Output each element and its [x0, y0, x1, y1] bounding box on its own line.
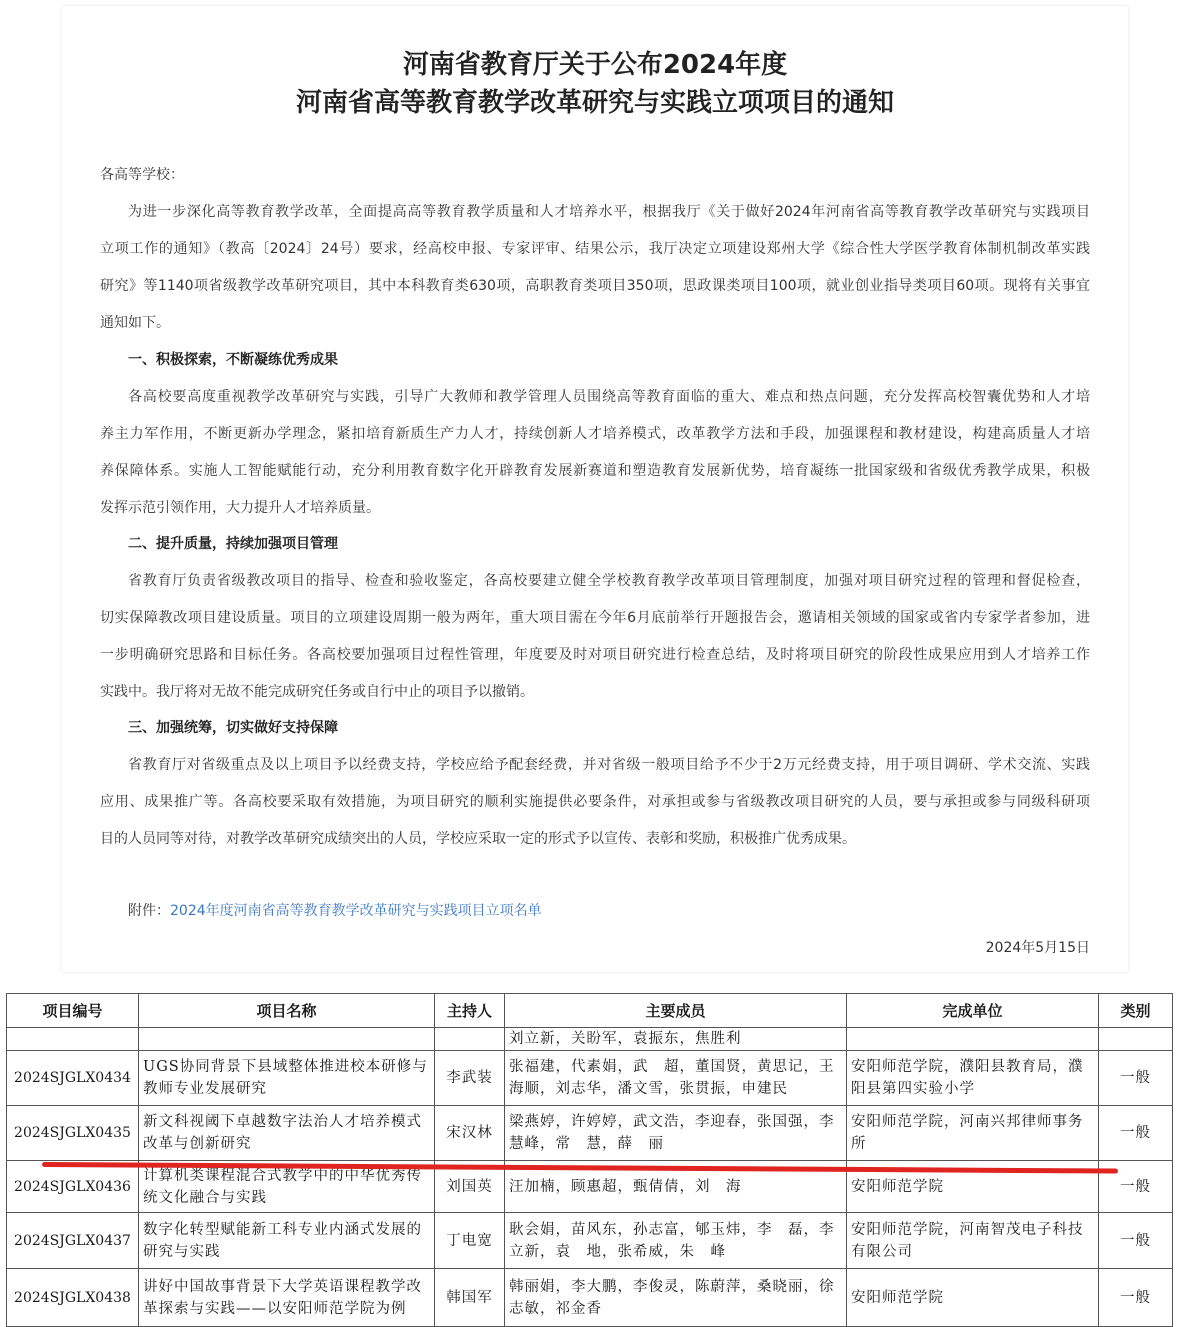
cell-type: [1099, 1028, 1173, 1051]
paragraph-line: 养主力军作用，不断更新办学理念，紧扣培育新质生产力人才，持续创新人才培养模式，改革教学方法和手段，加强课程和教材建设，构建高质量人才培: [100, 426, 1090, 442]
cell-code: [7, 1028, 139, 1051]
cell-type: 一般: [1099, 1213, 1173, 1269]
cell-unit: 安阳师范学院，河南智茂电子科技有限公司: [847, 1213, 1099, 1269]
cell-code: 2024SJGLX0434: [7, 1051, 139, 1106]
col-header-name: 项目名称: [139, 994, 435, 1028]
col-header-code: 项目编号: [7, 994, 139, 1028]
cell-members: 汪加楠，顾惠超，甄倩倩，刘 海: [505, 1161, 847, 1213]
cell-type: 一般: [1099, 1106, 1173, 1161]
col-header-unit: 完成单位: [847, 994, 1099, 1028]
section-heading-3: 三、加强统筹，切实做好支持保障: [128, 720, 338, 736]
table-row: [7, 1213, 1173, 1269]
paragraph-line: 研究》等1140项省级教学改革研究项目，其中本科教育类630项，高职教育类项目350项，思政课类项目100项，就业创业指导类项目60项。现将有关事宜: [100, 278, 1090, 294]
cell-code: 2024SJGLX0438: [7, 1269, 139, 1327]
table-row: [7, 1051, 1173, 1106]
table-header-row: [7, 994, 1173, 1028]
cell-leader: 韩国军: [435, 1269, 505, 1327]
cell-leader: 宋汉林: [435, 1106, 505, 1161]
project-list-table: [6, 993, 1173, 1327]
paragraph-line: 为进一步深化高等教育教学改革，全面提高高等教育教学质量和人才培养水平，根据我厅《关于做好2024年河南省高等教育教学改革研究与实践项目: [128, 204, 1090, 220]
paragraph-line: 养保障体系。实施人工智能赋能行动，充分利用教育数字化开辟教育发展新赛道和塑造教育发展新优势，培育凝练一批国家级和省级优秀教学成果，积极: [100, 463, 1090, 479]
notice-date: 2024年5月15日: [985, 940, 1090, 956]
cell-members: [505, 1028, 847, 1051]
salutation: 各高等学校：: [100, 167, 184, 183]
cell-name: [139, 1028, 435, 1051]
cell-unit: 安阳师范学院，河南兴邦律师事务所: [847, 1106, 1099, 1161]
notice-title-line2: 河南省高等教育教学改革研究与实践立项项目的通知: [295, 88, 894, 118]
col-header-type: 类别: [1099, 994, 1173, 1028]
cell-name: UGS协同背景下县域整体推进校本研修与教师专业发展研究: [139, 1051, 435, 1106]
paragraph-line: 发挥示范引领作用，大力提升人才培养质量。: [100, 500, 380, 516]
cell-code: 2024SJGLX0437: [7, 1213, 139, 1269]
cell-code: 2024SJGLX0435: [7, 1106, 139, 1161]
section-heading-2: 二、提升质量，持续加强项目管理: [128, 536, 338, 552]
cell-members: 张福建，代素娟，武 超，董国贤，黄思记，王海顺，刘志华，潘文雪，张贯振，申建民: [505, 1051, 847, 1106]
cell-members: 耿会娟，苗风东，孙志富，郇玉炜，李 磊，李立新，袁 地，张希威，朱 峰: [505, 1213, 847, 1269]
attachment: [128, 900, 542, 920]
cell-unit: 安阳师范学院，濮阳县教育局，濮阳县第四实验小学: [847, 1051, 1099, 1106]
paragraph-line: 目的人员同等对待，对教学改革研究成绩突出的人员，学校应采取一定的形式予以宣传、表彰和奖励，积极推广优秀成果。: [100, 831, 856, 847]
members-text: 刘立新，关盼军，袁振东，焦胜利: [509, 1031, 742, 1047]
cell-unit: 安阳师范学院: [847, 1269, 1099, 1327]
table-row: [7, 1269, 1173, 1327]
paragraph-line: 实践中。我厅将对无故不能完成研究任务或自行中止的项目予以撤销。: [100, 684, 534, 700]
section-heading-1: 一、积极探索，不断凝练优秀成果: [128, 352, 338, 368]
cell-leader: 李武装: [435, 1051, 505, 1106]
cell-name: 计算机类课程混合式教学中的中华优秀传统文化融合与实践: [139, 1161, 435, 1213]
paragraph-line: 省教育厅负责省级教改项目的指导、检查和验收鉴定，各高校要建立健全学校教育教学改革项目管理制度，加强对项目研究过程的管理和督促检查，: [128, 573, 1090, 589]
cell-code: 2024SJGLX0436: [7, 1161, 139, 1213]
cell-type: 一般: [1099, 1269, 1173, 1327]
paragraph-line: 应用、成果推广等。各高校要采取有效措施，为项目研究的顺利实施提供必要条件，对承担或参与省级教改项目研究的人员，要与承担或参与同级科研项: [100, 794, 1090, 810]
table-row: [7, 1106, 1173, 1161]
cell-name: 讲好中国故事背景下大学英语课程教学改革探索与实践——以安阳师范学院为例: [139, 1269, 435, 1327]
cell-unit: 安阳师范学院: [847, 1161, 1099, 1213]
cell-leader: 丁电宽: [435, 1213, 505, 1269]
cell-unit: [847, 1028, 1099, 1051]
paragraph-line: 一步明确研究思路和目标任务。各高校要加强项目过程性管理，年度要及时对项目研究进行检查总结，及时将项目研究的阶段性成果应用到人才培养工作: [100, 647, 1090, 663]
col-header-leader: 主持人: [435, 994, 505, 1028]
col-header-members: 主要成员: [505, 994, 847, 1028]
paragraph-line: 通知如下。: [100, 315, 170, 331]
cell-name: 数字化转型赋能新工科专业内涵式发展的研究与实践: [139, 1213, 435, 1269]
cell-type: 一般: [1099, 1161, 1173, 1213]
paragraph-line: 切实保障教改项目建设质量。项目的立项建设周期一般为两年，重大项目需在今年6月底前举行开题报告会，邀请相关领域的国家或省内专家学者参加，进: [100, 610, 1090, 626]
cell-members: 梁燕婷，许婷婷，武文浩，李迎春，张国强，李慧峰，常 慧，薛 丽: [505, 1106, 847, 1161]
table-row: [7, 1028, 1173, 1051]
attachment-label: 附件：: [128, 903, 170, 919]
cell-name: 新文科视阈下卓越数字法治人才培养模式改革与创新研究: [139, 1106, 435, 1161]
cell-type: 一般: [1099, 1051, 1173, 1106]
attachment-link[interactable]: 2024年度河南省高等教育教学改革研究与实践项目立项名单: [170, 903, 542, 919]
cell-leader: 刘国英: [435, 1161, 505, 1213]
cell-leader: [435, 1028, 505, 1051]
paragraph-line: 省教育厅对省级重点及以上项目予以经费支持，学校应给予配套经费，并对省级一般项目给予不少于2万元经费支持，用于项目调研、学术交流、实践: [128, 757, 1090, 773]
paragraph-line: 各高校要高度重视教学改革研究与实践，引导广大教师和教学管理人员围绕高等教育面临的重大、难点和热点问题，充分发挥高校智囊优势和人才培: [128, 389, 1090, 405]
cell-members: 韩丽娟，李大鹏，李俊灵，陈蔚萍，桑晓丽，徐志敏，祁金香: [505, 1269, 847, 1327]
notice-title-line1: 河南省教育厅关于公布2024年度: [402, 50, 788, 80]
paragraph-line: 立项工作的通知》（教高〔2024〕24号）要求，经高校申报、专家评审、结果公示，我厅决定立项建设郑州大学《综合性大学医学教育体制机制改革实践: [100, 241, 1090, 257]
notice-document: [62, 6, 1128, 972]
